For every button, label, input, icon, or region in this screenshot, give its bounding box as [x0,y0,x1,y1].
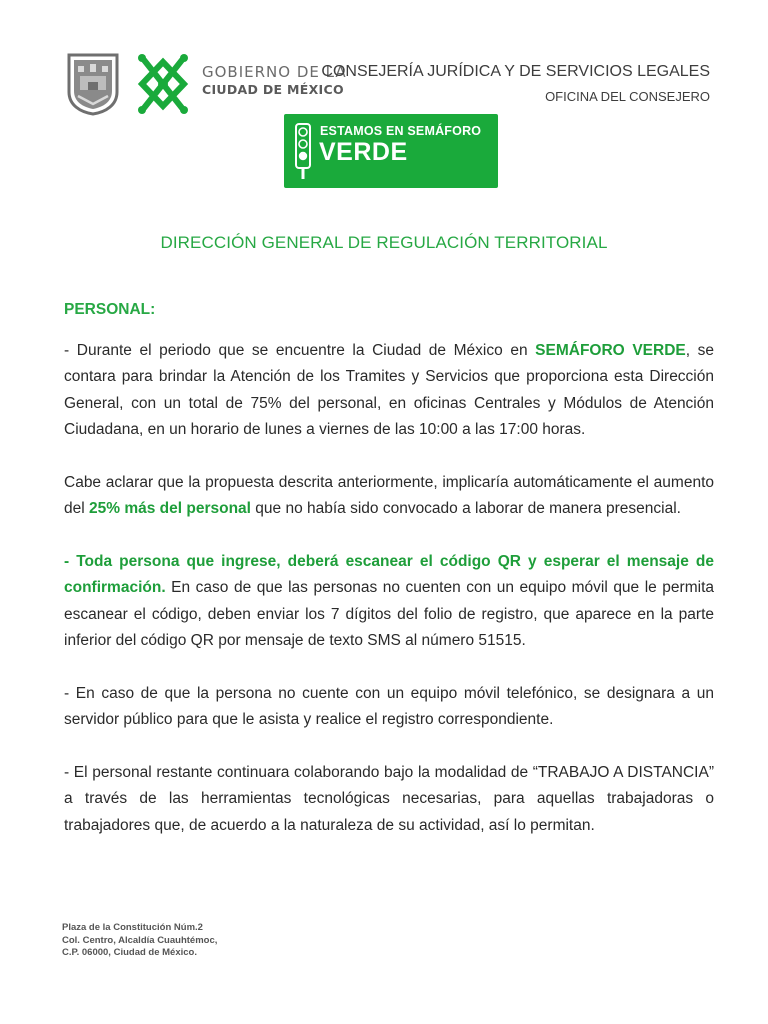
office-subtitle: OFICINA DEL CONSEJERO [545,89,710,104]
office-block [321,60,710,104]
paragraph-2-text-pre: Cabe aclarar que la propuesta descrita anteriormente, implicaría automáticamente el aumento del [64,473,714,517]
paragraph-3-highlight: - Toda persona que ingrese, deberá escanear el código QR y esperar el mensaje de confirmación. [64,552,714,596]
footer-line1: Plaza de la Constitución Núm.2 [62,922,203,933]
paragraph-2-highlight: 25% más del personal [89,500,251,517]
paragraph-3-text-post: En caso de que las personas no cuenten con un equipo móvil que le permita escanear el código, deben enviar los 7 dígitos del folio de registro, que aparece en la parte inferior del código QR por mensaje de texto SMS al número 51515. [64,579,714,649]
footer-line2: Col. Centro, Alcaldía Cuauhtémoc, [62,934,218,946]
letterhead [0,0,768,200]
footer-line3: C.P. 06000, Ciudad de México. [62,947,197,958]
paragraph-4: - En caso de que la persona no cuente con un equipo móvil telefónico, se designara a un servidor público para que le asista y realice el registro correspondiente. [64,684,714,728]
government-name-line2: CIUDAD DE MÉXICO [202,82,344,97]
paragraph-1-highlight: SEMÁFORO VERDE [535,341,686,359]
paragraph-1-text-pre: - Durante el periodo que se encuentre la Ciudad de México en [64,341,536,359]
semaforo-status: VERDE [319,138,408,166]
semaforo-badge [284,114,498,188]
address-footer [62,922,217,960]
traffic-light-icon [292,122,314,180]
document-title: DIRECCIÓN GENERAL DE REGULACIÓN TERRITORIAL [160,233,608,252]
semaforo-label: ESTAMOS EN SEMÁFORO [320,124,482,138]
paragraph-3 [64,549,714,655]
paragraph-1-text-post: , se contara para brindar la Atención de los Tramites y Servicios que proporciona esta Dirección General, con un total de 75% del personal, en oficinas Centrales y Módulos de Atención Ciudadana, en un horario de lunes a viernes de las 10:00 a las 17:00 horas. [64,341,715,438]
paragraph-2 [64,470,714,523]
office-title: CONSEJERÍA JURÍDICA Y DE SERVICIOS LEGALES [321,63,710,80]
section-heading: PERSONAL: [64,301,156,318]
paragraph-1 [64,338,714,444]
document-body [64,297,714,865]
government-name-line1: GOBIERNO DE LA [202,63,347,81]
paragraph-2-text-post: que no había sido convocado a laborar de manera presencial. [250,500,681,517]
coat-of-arms-icon [66,52,120,116]
cdmx-logo-icon [134,50,192,118]
paragraph-5: - El personal restante continuara colaborando bajo la modalidad de “TRABAJO A DISTANCIA” a través de las herramientas tecnológicas necesarias, para aquellas trabajadoras o trabajadores que, de acuerdo a la naturaleza de su actividad, así lo permitan. [64,763,714,834]
